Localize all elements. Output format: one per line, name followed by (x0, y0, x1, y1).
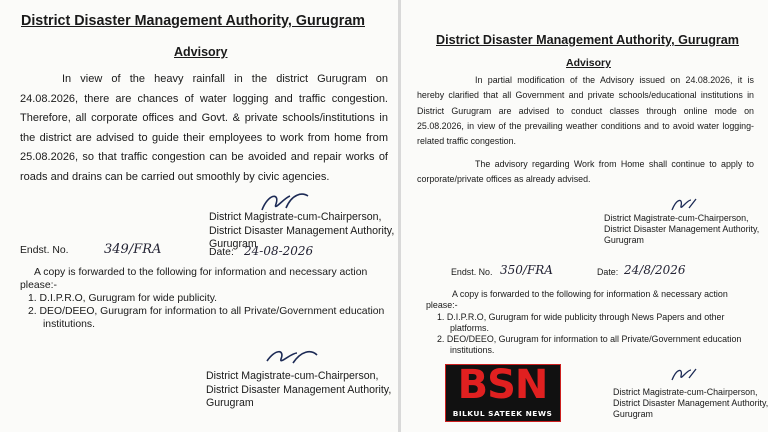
endorsement-label: Endst. No. (451, 267, 493, 277)
logo-tagline: BILKUL SATEEK NEWS (452, 409, 553, 418)
endorsement-number: 349/FRA (104, 242, 162, 257)
logo-letters: BSN (457, 362, 548, 408)
list-item: 1. D.I.P.R.O, Gurugram for wide publicity. (28, 293, 218, 304)
signatory-block: District Magistrate-cum-Chairperson, District Disaster Management Authority, Gurugram (209, 211, 395, 250)
advisory-heading: Advisory (174, 45, 228, 59)
signature-image (669, 366, 699, 384)
endorsement-label: Endst. No. (20, 245, 69, 256)
date-value: 24-08-2026 (244, 244, 314, 258)
forward-note: A copy is forwarded to the following for information and necessary action please:- (20, 267, 368, 291)
signatory-block: District Magistrate-cum-Chairperson, District Disaster Management Authority, Gurugram (613, 387, 768, 420)
advisory-body-continued: The advisory regarding Work from Home shall continue to apply to corporate/private offices as already advised. (417, 159, 754, 185)
forward-note: A copy is forwarded to the following for information & necessary action please:- (426, 289, 728, 310)
signature-image (669, 196, 699, 214)
document-title: District Disaster Management Authority, Gurugram (436, 33, 740, 47)
list-item: 2. DEO/DEEO, Gurugram for information to all Private/Government education institutions. (28, 306, 385, 330)
date-value: 24/8/2026 (624, 263, 686, 277)
signatory-block: District Magistrate-cum-Chairperson, District Disaster Management Authority, Gurugram (604, 213, 760, 246)
advisory-body: In view of the heavy rainfall in the district Gurugram on 24.08.2026, there are chances of water logging and traffic congestion. Therefore, all corporate offices and Govt. & private schools/institutions in the district are advised to guide their employees to work from home from 25.08.2026, so that traffic congestion can be avoided and repair works of roads and drains can be carried out smoothly by civic agencies. (20, 73, 388, 183)
advisory-heading: Advisory (566, 57, 611, 69)
signatory-block: District Magistrate-cum-Chairperson, District Disaster Management Authority, Gurugram (206, 370, 392, 409)
date-label: Date: (209, 247, 234, 258)
bsn-logo (445, 364, 561, 422)
list-item: 1. D.I.P.R.O, Gurugram for wide publicity through News Papers and other platforms. (437, 312, 725, 333)
document-title: District Disaster Management Authority, Gurugram (21, 13, 365, 29)
signature-image (263, 345, 321, 369)
advisory-body: In partial modification of the Advisory issued on 24.08.2026, it is hereby clarified that all Government and private schools/educational institutions in District Gurugram are advised to conduct classes through online mode on 25.08.2026, in view of the prevailing weather conditions and to avoid water logging-related traffic congestion. (417, 75, 754, 147)
date-label: Date: (597, 267, 619, 277)
endorsement-number: 350/FRA (500, 263, 553, 277)
list-item: 2. DEO/DEEO, Gurugram for information to all Private/Government education institutions. (437, 334, 742, 355)
